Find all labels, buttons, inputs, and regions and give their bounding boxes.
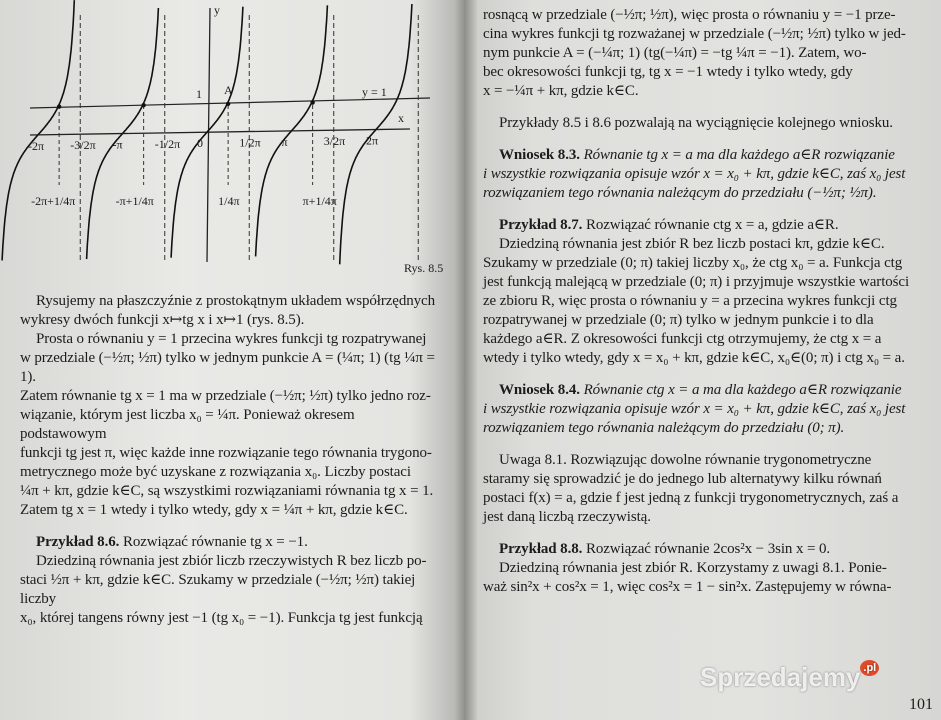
watermark-suffix: .pl	[860, 660, 879, 676]
paragraph-line: wiązanie, którym jest liczba x₀ = ¼π. Ponieważ okresem podstawowym	[20, 407, 355, 442]
page-number: 101	[909, 696, 933, 713]
paragraph-line: Szukamy w przedziale (0; π) takiej liczby x₀, że ctg x₀ = a. Funkcja ctg	[483, 255, 903, 271]
corollary-8-4-text: Równanie ctg x = a ma dla każdego a∈R rozwiązanie	[583, 382, 902, 398]
y-one-label: 1	[196, 87, 202, 101]
paragraph-line: jest funkcją malejącą w przedziale (0; π) i przyjmuje wszystkie wartości	[483, 274, 910, 290]
paragraph-line: ze zbioru R, więc prosta o równaniu y = a przecina wykres funkcji ctg	[483, 293, 897, 309]
paragraph-line: x₀, której tangens równy jest −1 (tg x₀ = −1). Funkcja tg jest funkcją	[20, 610, 423, 626]
example-8-6-title: Przykład 8.6.	[36, 534, 120, 550]
example-8-6-text: Rozwiązać równanie tg x = −1.	[122, 534, 308, 550]
paragraph-line: jest daną liczbą rzeczywistą.	[483, 509, 651, 525]
x-tick-label: π	[281, 134, 288, 149]
example-8-7-title: Przykład 8.7.	[499, 217, 583, 233]
x-tick-label: -π	[112, 137, 123, 152]
paragraph-line: Dziedziną równania jest zbiór R bez liczb postaci kπ, gdzie k∈C.	[499, 236, 885, 252]
paragraph-line: nym punkcie A = (−¼π; 1) (tg(−¼π) = −tg ¼π = −1). Zatem, wo-	[483, 45, 867, 61]
paragraph-line: każdego a∈R. Z okresowości funkcji ctg otrzymujemy, że ctg x = a	[483, 331, 882, 347]
paragraph-line: Przykłady 8.5 i 8.6 pozwalają na wyciągnięcie kolejnego wniosku.	[499, 115, 893, 131]
example-8-7-text: Rozwiązać równanie ctg x = a, gdzie a∈R.	[585, 217, 839, 233]
example-8-7	[483, 216, 929, 235]
paragraph-line: rosnącą w przedziale (−½π; ½π), więc prosta o równaniu y = −1 prze-	[483, 7, 896, 23]
corollary-8-4-title: Wniosek 8.4.	[499, 382, 580, 398]
solution-label: 1/4π	[218, 194, 240, 208]
paragraph-line: i wszystkie rozwiązania opisuje wzór x = x₀ + kπ, gdzie k∈C, zaś x₀ jest	[483, 401, 906, 417]
left-page-text	[20, 292, 444, 628]
intersection-point	[310, 100, 314, 104]
x-tick-label: 3/2π	[323, 134, 346, 149]
paragraph-line: funkcji tg jest π, więc każde inne rozwiązanie tego równania trygono-	[20, 445, 432, 461]
paragraph-line: ¼π + kπ, gdzie k∈C, są wszystkimi rozwiązaniami równania tg x = 1.	[20, 483, 434, 499]
paragraph-line: Zatem równanie tg x = 1 ma w przedziale (−½π; ½π) tylko jedno roz-	[20, 388, 431, 404]
y-axis-label: y	[214, 3, 220, 17]
x-tick-label: -2π	[28, 138, 45, 153]
x-axis	[30, 129, 410, 135]
tangent-graph-figure	[0, 0, 455, 285]
paragraph-line: Zatem tg x = 1 wtedy i tylko wtedy, gdy x = ¼π + kπ, gdzie k∈C.	[20, 502, 408, 518]
example-8-8	[483, 540, 929, 559]
paragraph-line: staci ½π + kπ, gdzie k∈C. Szukamy w przedziale (−½π; ½π) takiej liczby	[20, 572, 416, 607]
x-tick-label: 0	[197, 136, 203, 151]
corollary-8-3-title: Wniosek 8.3.	[499, 147, 580, 163]
paragraph-line: Dziedziną równania jest zbiór R. Korzystamy z uwagi 8.1. Ponie-	[499, 560, 887, 576]
x-tick-label: 1/2π	[239, 135, 261, 150]
solution-label: -π+1/4π	[115, 194, 154, 208]
watermark-logo	[700, 662, 879, 693]
paragraph-line: Prosta o równaniu y = 1 przecina wykres funkcji tg rozpatrywanej	[36, 331, 427, 347]
paragraph-line: rozpatrywanej w przedziale (0; π) tylko w jednym punkcie i to dla	[483, 312, 874, 328]
solution-label: -2π+1/4π	[31, 194, 76, 208]
paragraph-line: bec okresowości funkcji tg, tg x = −1 wtedy i tylko wtedy, gdy	[483, 64, 853, 80]
tangent-branch	[2, 0, 74, 260]
intersection-point	[57, 104, 61, 108]
corollary-8-4	[483, 381, 929, 400]
x-tick-label: -3/2π	[70, 138, 96, 153]
paragraph-line: Dziedziną równania jest zbiór liczb rzeczywistych R bez liczb po-	[36, 553, 427, 569]
intersection-point	[141, 103, 145, 107]
paragraph-line: wtedy i tylko wtedy, gdy x = x₀ + kπ, gdzie k∈C, x₀∈(0; π) i ctg x₀ = a.	[483, 350, 905, 366]
paragraph-line: Uwaga 8.1. Rozwiązując dowolne równanie trygonometryczne	[499, 452, 872, 468]
right-page-text	[483, 6, 929, 597]
solution-label: π+1/4π	[302, 194, 337, 208]
example-8-8-text: Rozwiązać równanie 2cos²x − 3sin x = 0.	[585, 541, 831, 557]
intersection-point	[226, 102, 230, 106]
figure-caption: Rys. 8.5	[404, 261, 444, 275]
paragraph-line: waż sin²x + cos²x = 1, więc cos²x = 1 − sin²x. Zastępujemy w równa-	[483, 579, 892, 595]
paragraph-line: w przedziale (−½π; ½π) tylko w jednym punkcie A = (¼π; 1) (tg ¼π = 1).	[20, 350, 435, 385]
paragraph-line: metrycznego może być uzyskane z rozwiązania x₀. Liczby postaci	[20, 464, 411, 480]
watermark-text: Sprzedajemy	[700, 662, 861, 692]
left-page	[0, 0, 455, 720]
example-8-8-title: Przykład 8.8.	[499, 541, 583, 557]
paragraph-line: staramy się sprowadzić je do jednego lub alternatywy kilku równań	[483, 471, 882, 487]
paragraph-line: cina wykres funkcji tg rozważanej w przedziale (−½π; ½π) tylko w jed-	[483, 26, 906, 42]
paragraph-line: wykresy dwóch funkcji x↦tg x i x↦1 (rys. 8.5).	[20, 312, 305, 328]
paragraph-line: i wszystkie rozwiązania opisuje wzór x = x₀ + kπ, gdzie k∈C, zaś x₀ jest	[483, 166, 906, 182]
corollary-8-3	[483, 146, 929, 165]
x-tick-label: -1/2π	[154, 136, 181, 151]
paragraph-line: rozwiązaniem tego równania należącym do przedziału (−½π; ½π).	[483, 185, 877, 201]
corollary-8-3-text: Równanie tg x = a ma dla każdego a∈R rozwiązanie	[583, 147, 895, 163]
paragraph-line: rozwiązaniem tego równania należącym do przedziału (0; π).	[483, 420, 845, 436]
right-page	[477, 0, 941, 720]
x-axis-label: x	[398, 111, 404, 125]
book-gutter	[455, 0, 477, 720]
example-8-6	[20, 533, 444, 552]
point-a-label: A	[224, 83, 233, 97]
paragraph-line: postaci f(x) = a, gdzie f jest jedną z funkcji trygonometrycznych, zaś a	[483, 490, 899, 506]
paragraph-line: x = −¼π + kπ, gdzie k∈C.	[483, 83, 639, 99]
line-label: y = 1	[362, 85, 387, 99]
y-axis	[207, 8, 210, 262]
paragraph-line: Rysujemy na płaszczyźnie z prostokątnym układem współrzędnych	[36, 293, 436, 309]
x-tick-label: 2π	[366, 133, 379, 148]
